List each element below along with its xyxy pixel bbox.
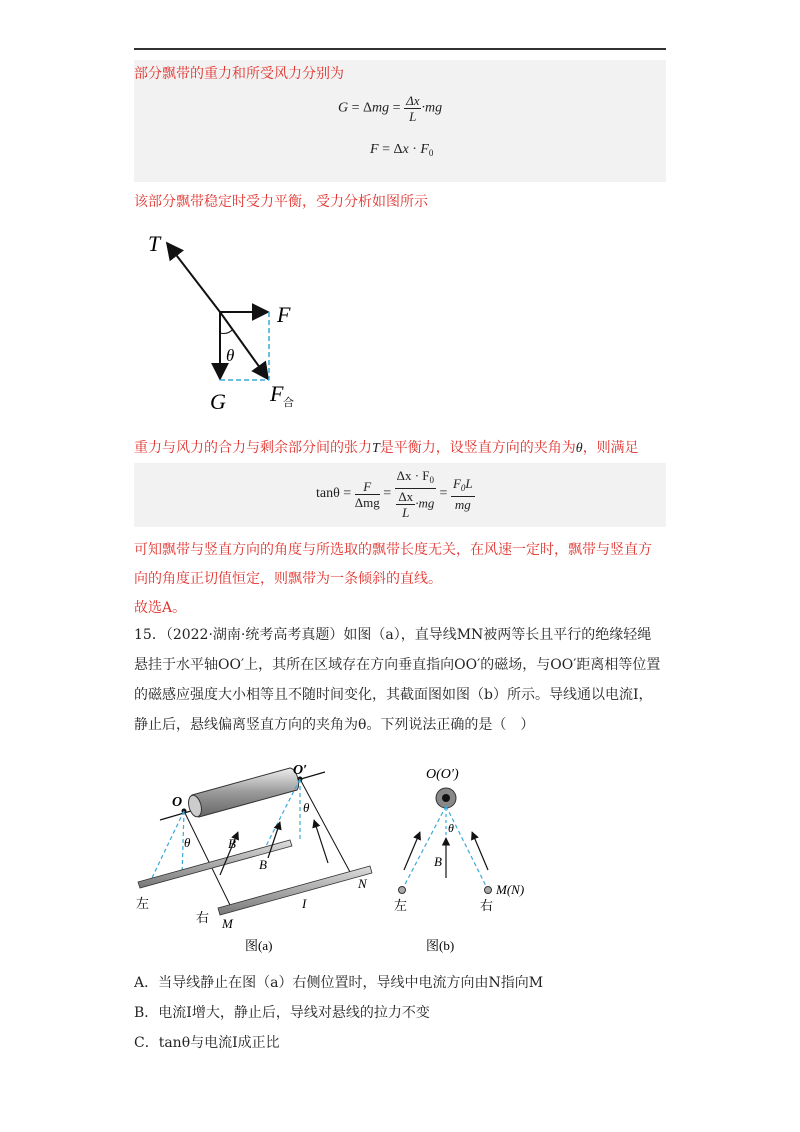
top-rule — [134, 48, 666, 50]
tan-num-3 — [451, 476, 475, 497]
wire-right — [485, 887, 492, 894]
fig-b-arrow-left — [404, 832, 420, 870]
solution-line-6: 故选A。 — [134, 600, 187, 616]
fig-b-B: B — [434, 854, 442, 869]
tan-den-2-den: L — [402, 505, 410, 520]
g-frac-den: L — [409, 109, 417, 124]
f-eq: = Δ — [382, 142, 403, 157]
tan-den-2 — [395, 489, 436, 520]
fig-a-right: 右 — [196, 910, 210, 925]
fig-b-caption: 图(b) — [426, 938, 455, 953]
tan-num-1: F — [355, 479, 380, 495]
fig-a-caption: 图(a) — [245, 938, 273, 953]
g-eq2: = — [392, 100, 401, 116]
g-mg: mg — [372, 100, 390, 116]
solution-line-5: 向的角度正切值恒定，则飘带为一条倾斜的直线。 — [134, 571, 442, 587]
line3-theta: θ — [575, 441, 583, 456]
label-F: F — [277, 302, 291, 327]
tan-den-2-tail: ·mg — [415, 495, 435, 511]
figure-b — [390, 760, 540, 960]
fig-b-left: 左 — [394, 898, 408, 913]
solution-line-4: 可知飘带与竖直方向的角度与所选取的飘带长度无关，在风速一定时，飘带与竖直方 — [134, 542, 652, 558]
line3-a: 重力与风力的合力与剩余部分间的张力 — [134, 440, 372, 456]
line3-c: ，则满足 — [582, 440, 639, 456]
fig-b-top: O(O′) — [426, 767, 459, 782]
g-frac — [404, 93, 421, 124]
fig-b-right: 右 — [480, 898, 494, 913]
fig-a-O: O — [172, 795, 183, 810]
question-line-2: 悬挂于水平轴OO′上，其所在区域存在方向垂直指向OO′的磁场，与OO′距离相等位置 — [134, 657, 661, 673]
f-x: x — [402, 142, 409, 157]
figure-a — [130, 760, 390, 960]
tan-eq-2: = — [383, 486, 392, 502]
fig-a-left: 左 — [136, 896, 150, 911]
tan-den-3: mg — [454, 497, 471, 512]
tan-den-2-frac — [396, 489, 415, 520]
label-theta: θ — [226, 346, 235, 365]
question-line-1: 15．（2022·湖南·统考高考真题）如图（a），直导线MN被两等长且平行的绝缘轻绳 — [134, 627, 652, 643]
tan-num-3-L: L — [465, 476, 473, 491]
cylinder — [190, 768, 298, 817]
wire-left — [399, 887, 406, 894]
tan-den-2-num: Δx — [398, 489, 414, 504]
label-F-he: F — [270, 381, 284, 406]
rope-left — [184, 811, 230, 905]
f-lhs: F — [370, 142, 379, 157]
solution-line-2: 该部分飘带稳定时受力平衡，受力分析如图所示 — [134, 194, 428, 210]
g-tail: ·mg — [421, 100, 443, 116]
fig-b-theta: θ — [448, 821, 454, 835]
question-line-3: 的磁感应强度大小相等且不随时间变化，其截面图如图（b）所示。导线通以电流I， — [134, 687, 653, 703]
tan-eq-3: = — [439, 486, 448, 502]
axis-disk-inner — [442, 794, 450, 802]
tension-arrow — [167, 243, 220, 312]
fig-b-MN: M(N) — [496, 882, 525, 897]
tan-frac-3 — [451, 476, 475, 512]
tan-num-2 — [395, 468, 436, 489]
g-lhs: G — [338, 100, 349, 116]
theta-arc — [220, 329, 233, 334]
formula-tan — [316, 468, 475, 520]
tan-num-3-sub: 0 — [460, 483, 466, 493]
label-G: G — [210, 389, 226, 414]
fig-a-N: N — [358, 876, 367, 891]
formula-gravity — [338, 93, 442, 124]
tan-lhs: tanθ = — [316, 486, 352, 502]
fig-b-dash-right — [446, 806, 488, 890]
fig-a-M: M — [222, 916, 233, 931]
option-C: C．tanθ与电流I成正比 — [134, 1035, 280, 1051]
f-F: F — [420, 142, 429, 157]
formula-wind — [370, 142, 433, 158]
rod-MN — [218, 866, 372, 915]
fig-a-I: I — [302, 896, 307, 911]
option-A: A．当导线静止在图（a）右侧位置时，导线中电流方向由N指向M — [134, 975, 544, 991]
tan-frac-1 — [355, 479, 380, 510]
f-sub: 0 — [428, 148, 434, 158]
rope-right — [300, 779, 350, 872]
label-F-he-sub: 合 — [283, 397, 294, 409]
solution-line-3 — [134, 438, 639, 459]
g-eq: = Δ — [351, 100, 373, 116]
rod-left — [138, 840, 292, 888]
fig-b-dash-left — [402, 806, 446, 890]
fig-a-theta-right: θ — [303, 800, 310, 815]
tan-num-2-sub: 0 — [429, 475, 435, 485]
tan-den-1: Δmg — [354, 494, 380, 510]
line3-b: 是平衡力，设竖直方向的夹角为 — [379, 440, 576, 456]
label-T: T — [148, 231, 161, 256]
fig-a-theta-left: θ — [184, 835, 191, 850]
b-arrow-2 — [268, 822, 280, 858]
tan-num-2-text: Δx · F — [396, 468, 430, 483]
question-line-4: 静止后，悬线偏离竖直方向的夹角为θ。下列说法正确的是（ ） — [134, 717, 535, 733]
f-dot: · — [412, 142, 417, 157]
g-frac-num: Δx — [406, 93, 420, 108]
tan-num-3-F: F — [452, 476, 461, 491]
force-diagram — [130, 225, 330, 420]
tan-frac-2 — [395, 468, 436, 520]
line3-T: T — [372, 441, 380, 456]
fig-a-O-prime: O′ — [293, 763, 308, 778]
option-B: B．电流I增大，静止后，导线对悬线的拉力不变 — [134, 1005, 430, 1021]
fig-a-B2: B — [259, 857, 267, 872]
solution-line-1: 部分飘带的重力和所受风力分别为 — [134, 66, 344, 82]
fig-b-arrow-right — [472, 832, 488, 870]
fig-a-B1: B — [228, 836, 236, 851]
